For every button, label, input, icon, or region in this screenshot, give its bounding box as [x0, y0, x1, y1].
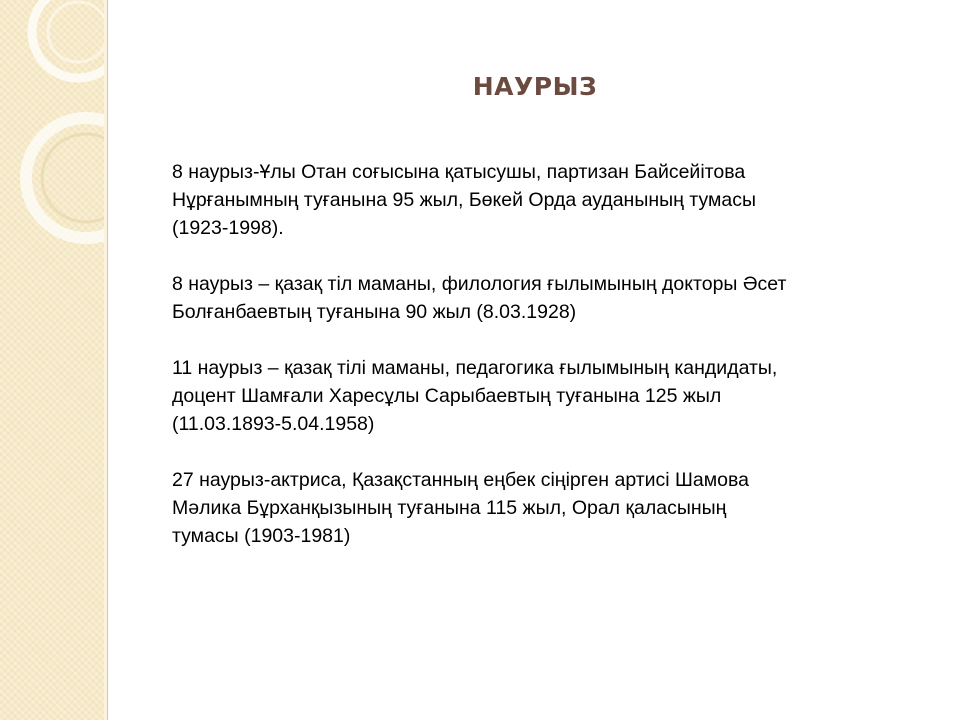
paragraph-line: 11 наурыз – қазақ тілі маманы, педагогика ғылымының кандидаты,	[172, 357, 778, 379]
slide-body	[172, 158, 942, 578]
slide-title: НАУРЫЗ	[472, 72, 598, 101]
paragraph-line: 8 наурыз – қазақ тіл маманы, филология ғылымының докторы Әсет	[172, 273, 787, 295]
paragraph-line: Нұрғанымның туғанына 95 жыл, Бөкей Орда ауданының тумасы	[172, 189, 757, 211]
decorative-circles-icon	[0, 0, 104, 260]
paragraph-3	[172, 354, 942, 438]
paragraph-line: Мәлика Бұрханқызының туғанына 115 жыл, Орал қаласының	[172, 497, 727, 519]
paragraph-line: (11.03.1893-5.04.1958)	[172, 413, 375, 435]
decorative-side-band	[0, 0, 104, 720]
paragraph-2	[172, 270, 942, 326]
paragraph-line: 8 наурыз-Ұлы Отан соғысына қатысушы, партизан Байсейітова	[172, 161, 746, 183]
paragraph-1	[172, 158, 942, 242]
paragraph-line: тумасы (1903-1981)	[172, 525, 351, 547]
band-edge-divider	[107, 0, 108, 720]
paragraph-line: доцент Шамғали Харесұлы Сарыбаевтың туғанына 125 жыл	[172, 385, 722, 407]
paragraph-line: 27 наурыз-актриса, Қазақстанның еңбек сіңірген артисі Шамова	[172, 469, 750, 491]
paragraph-line: Болғанбаевтың туғанына 90 жыл (8.03.1928)	[172, 301, 577, 323]
paragraph-line: (1923-1998).	[172, 217, 284, 239]
paragraph-4	[172, 466, 942, 550]
